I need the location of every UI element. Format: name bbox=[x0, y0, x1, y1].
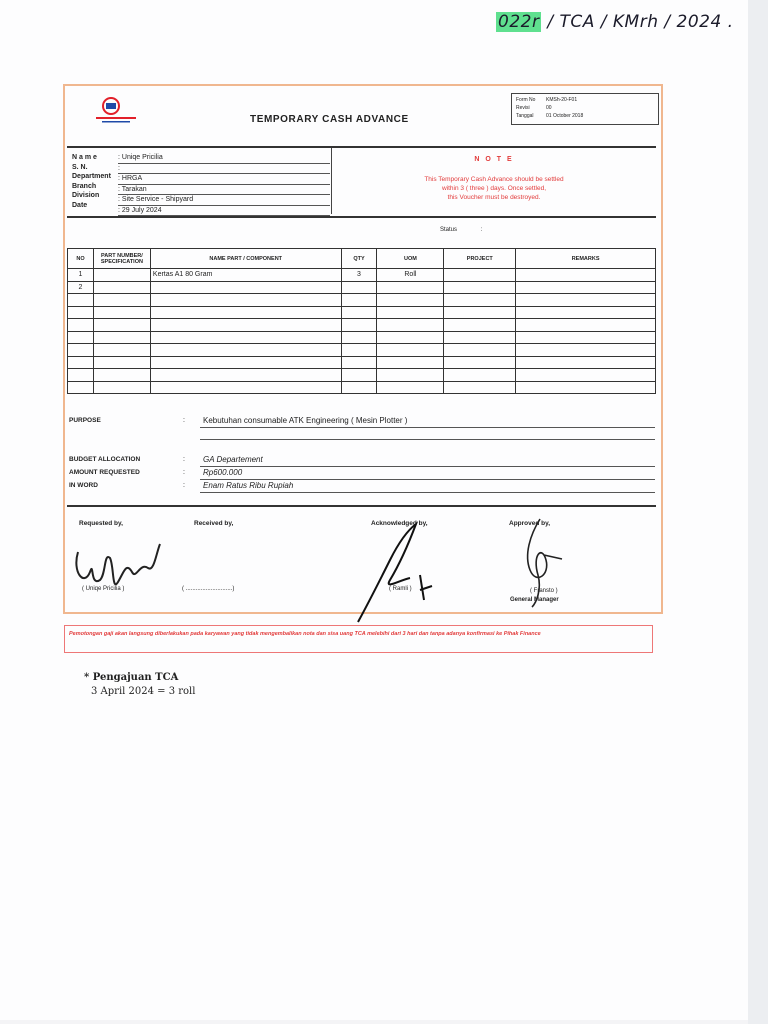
amount-value: Rp600.000 bbox=[203, 468, 243, 477]
info-values bbox=[118, 153, 330, 216]
revisi-value: 00 bbox=[546, 105, 552, 111]
items-table bbox=[67, 248, 656, 394]
table-cell bbox=[516, 269, 656, 282]
table-cell bbox=[377, 369, 444, 382]
info-value-division: : Site Service - Shipyard bbox=[118, 195, 330, 206]
table-cell bbox=[444, 319, 516, 332]
info-label-department: Department bbox=[72, 173, 111, 180]
form-no-value: KMSh-20-F01 bbox=[546, 97, 578, 103]
table-header-row bbox=[68, 249, 656, 269]
info-value-department: : HRGA bbox=[118, 174, 330, 185]
note-title: N O T E bbox=[474, 156, 514, 163]
table-cell bbox=[516, 356, 656, 369]
approved-by-label: Approved by, bbox=[509, 520, 551, 527]
purpose-value: Kebutuhan consumable ATK Engineering ( Mesin Plotter ) bbox=[203, 416, 408, 425]
table-cell bbox=[68, 319, 94, 332]
note-line-3: this Voucher must be destroyed. bbox=[447, 194, 541, 201]
scan-edge bbox=[748, 0, 768, 1024]
col-header-part-number: PART NUMBER/ SPECIFICATION bbox=[93, 249, 150, 269]
table-cell bbox=[444, 281, 516, 294]
form-title: TEMPORARY CASH ADVANCE bbox=[250, 114, 409, 125]
amount-label: AMOUNT REQUESTED bbox=[69, 469, 140, 476]
info-value-sn: : bbox=[118, 164, 330, 175]
table-cell bbox=[341, 381, 377, 394]
items-table-body bbox=[68, 269, 656, 394]
table-cell bbox=[377, 306, 444, 319]
approver-signature bbox=[510, 515, 570, 610]
budget-label: BUDGET ALLOCATION bbox=[69, 456, 141, 463]
table-row bbox=[68, 344, 656, 357]
table-cell bbox=[377, 331, 444, 344]
signature-divider bbox=[67, 505, 656, 507]
table-cell bbox=[341, 281, 377, 294]
info-label-name: N a m e bbox=[72, 154, 97, 161]
table-row bbox=[68, 369, 656, 382]
approver-name: ( Fransto ) bbox=[530, 588, 558, 594]
table-row bbox=[68, 269, 656, 282]
budget-value: GA Departement bbox=[203, 455, 263, 464]
received-by-label: Received by, bbox=[194, 520, 234, 527]
handwritten-note-line-2: 3 April 2024 = 3 roll bbox=[91, 686, 196, 697]
requested-by-label: Requested by, bbox=[79, 520, 123, 527]
note-line-1: This Temporary Cash Advance should be settled bbox=[424, 176, 564, 183]
table-cell bbox=[377, 381, 444, 394]
table-cell bbox=[93, 269, 150, 282]
table-cell bbox=[93, 281, 150, 294]
table-cell bbox=[444, 356, 516, 369]
inword-line bbox=[200, 492, 655, 493]
table-row bbox=[68, 281, 656, 294]
table-cell bbox=[444, 294, 516, 307]
table-cell bbox=[516, 344, 656, 357]
tanggal-label: Tanggal bbox=[516, 113, 534, 119]
requester-name: ( Uniqe Pricilia ) bbox=[82, 586, 125, 592]
table-cell bbox=[150, 356, 341, 369]
table-cell bbox=[516, 369, 656, 382]
table-cell bbox=[377, 356, 444, 369]
receiver-name: ( ............................) bbox=[182, 586, 235, 592]
status-label: Status bbox=[440, 227, 458, 233]
info-label-branch: Branch bbox=[72, 182, 97, 190]
table-cell bbox=[150, 369, 341, 382]
table-cell bbox=[341, 319, 377, 332]
table-cell bbox=[93, 331, 150, 344]
table-cell bbox=[444, 344, 516, 357]
info-label-sn: S. N. bbox=[72, 163, 88, 171]
form-no-label: Form No bbox=[516, 97, 536, 103]
table-cell bbox=[68, 381, 94, 394]
table-cell bbox=[68, 344, 94, 357]
info-label-date: Date bbox=[72, 201, 88, 209]
table-cell bbox=[444, 369, 516, 382]
table-cell bbox=[150, 319, 341, 332]
table-cell bbox=[93, 319, 150, 332]
col-header-qty: QTY bbox=[341, 249, 377, 269]
table-cell: 2 bbox=[68, 281, 94, 294]
info-label-division: Division bbox=[72, 192, 100, 199]
table-cell bbox=[93, 306, 150, 319]
acknowledger-name: ( Ramli ) bbox=[389, 586, 412, 592]
table-cell: Kertas A1 80 Gram bbox=[150, 269, 341, 282]
highlighted-number: 022r bbox=[498, 12, 540, 32]
revisi-label: Revisi bbox=[516, 105, 530, 111]
table-cell bbox=[93, 294, 150, 307]
amount-colon: : bbox=[183, 469, 185, 476]
table-cell: Roll bbox=[377, 269, 444, 282]
table-row bbox=[68, 331, 656, 344]
form-meta-box bbox=[511, 93, 659, 125]
info-labels bbox=[72, 153, 111, 210]
status-field bbox=[440, 227, 482, 233]
table-cell: 1 bbox=[68, 269, 94, 282]
note-text bbox=[331, 175, 657, 202]
col-header-no: NO bbox=[68, 249, 94, 269]
table-cell bbox=[377, 344, 444, 357]
table-cell bbox=[516, 381, 656, 394]
table-cell bbox=[444, 269, 516, 282]
table-cell bbox=[150, 381, 341, 394]
company-logo-icon bbox=[94, 96, 138, 126]
table-cell bbox=[341, 294, 377, 307]
table-cell bbox=[150, 344, 341, 357]
table-cell bbox=[516, 306, 656, 319]
table-cell bbox=[341, 306, 377, 319]
table-cell bbox=[68, 294, 94, 307]
approver-title: General Manager bbox=[510, 597, 559, 603]
col-header-name-part: NAME PART / COMPONENT bbox=[150, 249, 341, 269]
table-cell bbox=[444, 306, 516, 319]
table-cell bbox=[377, 319, 444, 332]
table-cell bbox=[444, 381, 516, 394]
table-cell bbox=[93, 344, 150, 357]
table-cell bbox=[93, 381, 150, 394]
table-cell bbox=[150, 294, 341, 307]
purpose-label: PURPOSE bbox=[69, 417, 101, 424]
handwritten-note bbox=[84, 671, 195, 699]
col-header-uom: UOM bbox=[377, 249, 444, 269]
handwritten-document-number bbox=[496, 12, 734, 32]
table-cell bbox=[377, 281, 444, 294]
note-line-2: within 3 ( three ) days. Once settled, bbox=[441, 185, 547, 192]
purpose-line-2 bbox=[200, 439, 655, 440]
table-cell bbox=[516, 319, 656, 332]
table-cell bbox=[341, 331, 377, 344]
acknowledged-by-label: Acknowledged by, bbox=[371, 520, 428, 527]
info-value-branch: : Tarakan bbox=[118, 185, 330, 196]
table-cell bbox=[93, 369, 150, 382]
handwritten-note-line-1: * Pengajuan TCA bbox=[84, 672, 179, 683]
table-row bbox=[68, 381, 656, 394]
purpose-line-1 bbox=[200, 427, 655, 428]
table-cell bbox=[68, 331, 94, 344]
deduction-warning: Pemotongan gaji akan langsung diberlakukan pada karyawan yang tidak mengembalikan nota dan sisa uang TCA melebihi dari 3 hari dan tanpa adanya konfirmasi ke Pihak Finance bbox=[64, 625, 653, 653]
purpose-colon: : bbox=[183, 417, 185, 424]
table-cell bbox=[68, 369, 94, 382]
table-cell bbox=[516, 331, 656, 344]
table-row bbox=[68, 306, 656, 319]
table-cell bbox=[150, 331, 341, 344]
budget-colon: : bbox=[183, 456, 185, 463]
table-cell bbox=[444, 331, 516, 344]
table-cell bbox=[68, 306, 94, 319]
inword-label: IN WORD bbox=[69, 482, 98, 489]
table-cell bbox=[341, 344, 377, 357]
table-cell bbox=[93, 356, 150, 369]
table-cell bbox=[516, 281, 656, 294]
table-cell bbox=[341, 356, 377, 369]
document-number-rest: / TCA / KMrh / 2024 . bbox=[547, 12, 734, 32]
info-divider bbox=[67, 216, 656, 218]
acknowledger-signature bbox=[350, 520, 445, 625]
inword-value: Enam Ratus Ribu Rupiah bbox=[203, 481, 294, 490]
table-row bbox=[68, 294, 656, 307]
table-cell bbox=[150, 281, 341, 294]
inword-colon: : bbox=[183, 482, 185, 489]
table-cell bbox=[150, 306, 341, 319]
col-header-project: PROJECT bbox=[444, 249, 516, 269]
amount-line bbox=[200, 479, 655, 480]
col-header-remarks: REMARKS bbox=[516, 249, 656, 269]
table-row bbox=[68, 319, 656, 332]
table-cell bbox=[377, 294, 444, 307]
budget-line bbox=[200, 466, 655, 467]
table-row bbox=[68, 356, 656, 369]
table-cell bbox=[341, 369, 377, 382]
table-cell: 3 bbox=[341, 269, 377, 282]
info-value-name: : Uniqe Pricilia bbox=[118, 153, 330, 164]
tanggal-value: 01 October 2018 bbox=[546, 113, 584, 119]
info-value-date: : 29 July 2024 bbox=[118, 206, 330, 217]
table-cell bbox=[516, 294, 656, 307]
table-cell bbox=[68, 356, 94, 369]
status-colon: : bbox=[480, 227, 483, 233]
